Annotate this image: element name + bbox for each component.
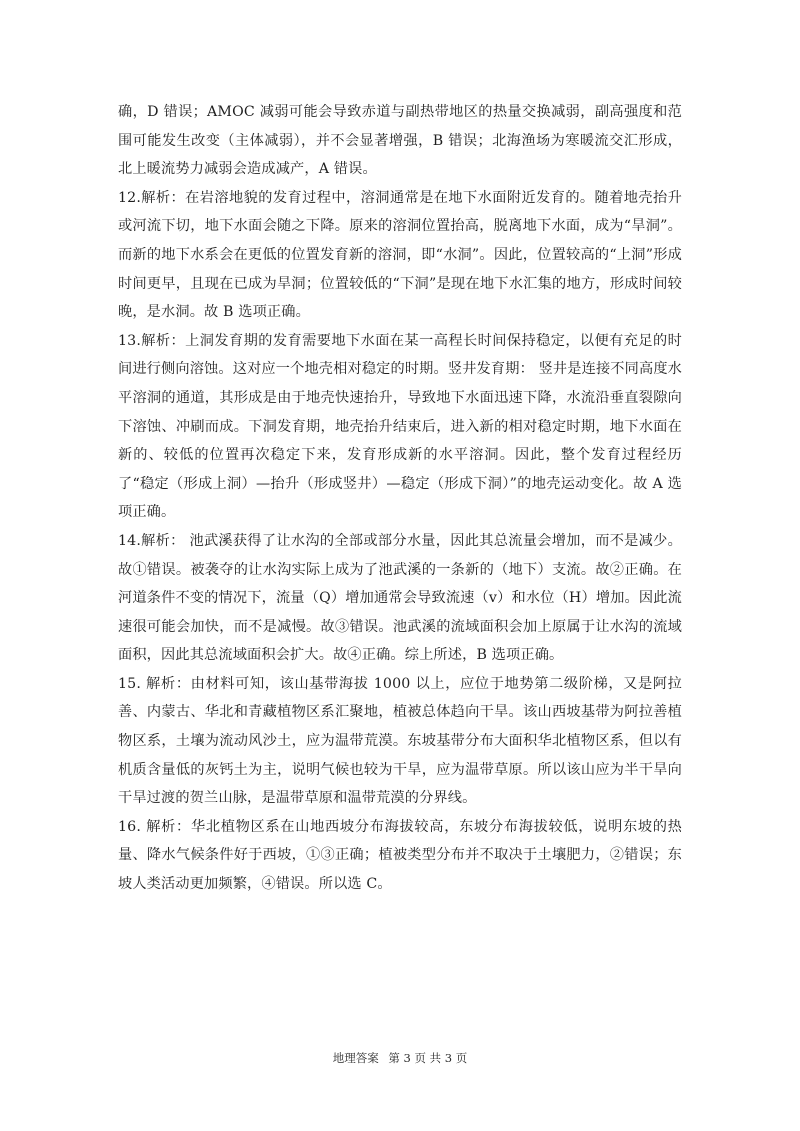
footer-subject: 地理答案 [332,1051,379,1065]
paragraph-text: 上洞发育期的发育需要地下水面在某一高程长时间保持稳定，以便有充足的时间进行侧向溶蚀。这对应一个地壳相对稳定的时期。竖井发育期： 竖井是连接不同高度水平溶洞的通道，其形成是由于地壳快速抬升，导致地下水面迅速下降，水流沿垂直裂隙向下溶蚀、冲刷而成。下洞发育期，地壳抬升结束后，进入新的相对稳定时期，地下水面在新的、较低的位置再次稳定下来，发育形成新的水平溶洞。因此，整个发育过程经历了“稳定（形成上洞）—抬升（形成竖井）—稳定（形成下洞）”的地壳运动变化。故 A 选项正确。 [118,332,683,521]
question-label: 13.解析： [118,332,186,349]
answer-paragraph-11-continued [118,98,682,184]
answer-paragraph-15 [118,670,682,813]
answer-paragraph-16 [118,813,682,899]
paragraph-text: 确，D 错误；AMOC 减弱可能会导致赤道与副热带地区的热量交换减弱，副高强度和范围可能发生改变（主体减弱），并不会显著增强，B 错误；北海渔场为寒暖流交汇形成，北上暖流势力减弱会造成减产，A 错误。 [118,104,682,178]
answer-content [118,98,682,899]
question-label: 12.解析： [118,189,186,206]
question-label: 14.解析： [118,532,185,549]
paragraph-text: 由材料可知，该山基带海拔 1000 以上，应位于地势第二级阶梯，又是阿拉善、内蒙古、华北和青藏植物区系汇聚地，植被总体趋向干旱。该山西坡基带为阿拉善植物区系，土壤为流动风沙土，应为温带荒漠。东坡基带分布大面积华北植物区系，但以有机质含量低的灰钙土为主，说明气候也较为干旱，应为温带草原。所以该山应为半干旱向干旱过渡的贺兰山脉，是温带草原和温带荒漠的分界线。 [118,675,683,807]
paragraph-text: 华北植物区系在山地西坡分布海拔较高，东坡分布海拔较低，说明东坡的热量、降水气候条件好于西坡，①③正确；植被类型分布并不取决于土壤肥力，②错误；东坡人类活动更加频繁，④错误。所以选 C。 [118,818,683,893]
question-label: 16. 解析： [118,818,191,835]
answer-paragraph-14 [118,527,682,670]
answer-paragraph-12 [118,184,682,327]
answer-paragraph-13 [118,327,682,527]
paragraph-text: 在岩溶地貌的发育过程中，溶洞通常是在地下水面附近发育的。随着地壳抬升或河流下切，地下水面会随之下降。原来的溶洞位置抬高，脱离地下水面，成为“旱洞”。而新的地下水系会在更低的位置发育新的溶洞，即“水洞”。因此，位置较高的“上洞”形成时间更早，且现在已成为旱洞；位置较低的“下洞”是现在地下水汇集的地方，形成时间较晚，是水洞。故 B 选项正确。 [118,189,683,321]
question-label: 15. 解析： [118,675,191,692]
paragraph-text: 池武溪获得了让水沟的全部或部分水量，因此其总流量会增加，而不是减少。故①错误。被袭夺的让水沟实际上成为了池武溪的一条新的（地下）支流。故②正确。在河道条件不变的情况下，流量（Q）增加通常会导致流速（v）和水位（H）增加。因此流速很可能会加快，而不是减慢。故③错误。池武溪的流域面积会加上原属于让水沟的流域面积，因此其总流域面积会扩大。故④正确。综上所述，B 选项正确。 [118,532,682,664]
page-footer [0,1050,800,1066]
footer-page-number: 第 3 页 共 3 页 [388,1051,468,1065]
